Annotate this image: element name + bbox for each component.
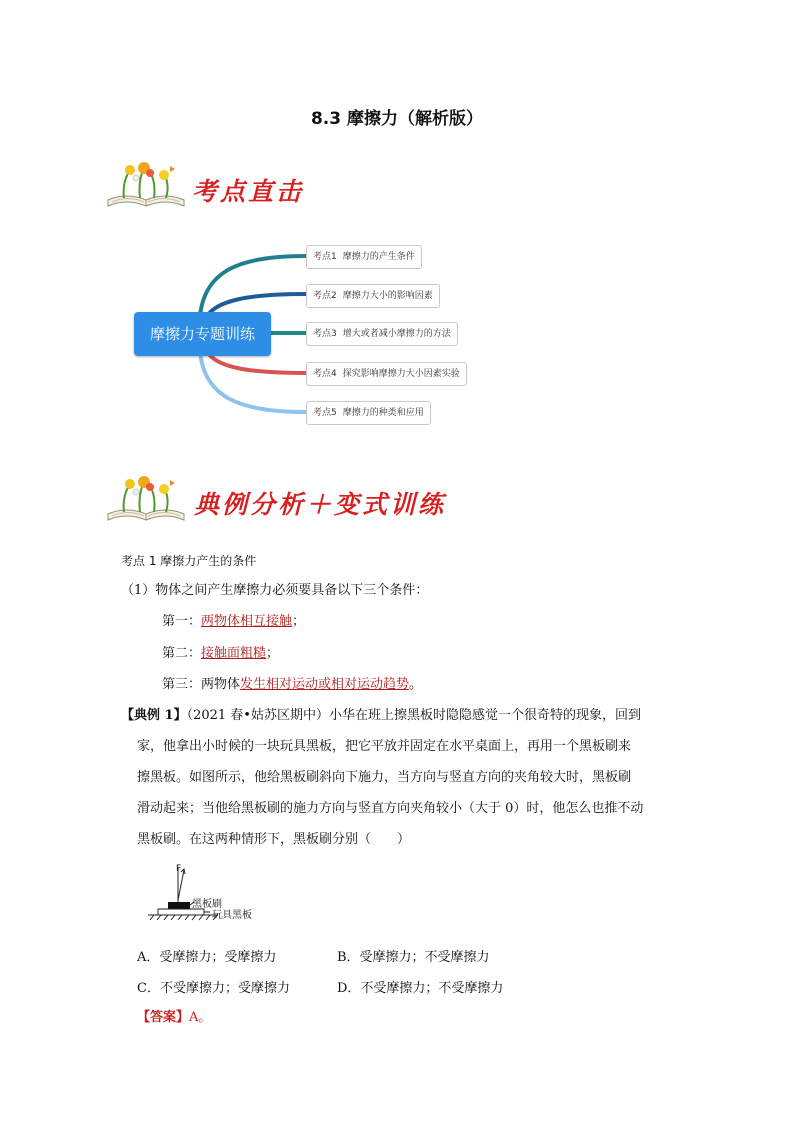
condition-key: 发生相对运动或相对运动趋势: [240, 677, 410, 692]
mindmap-node-key: 考点3: [313, 329, 337, 339]
mindmap-node-text: 摩擦力大小的影响因素: [342, 291, 433, 301]
condition-prefix: 第一：: [162, 614, 202, 629]
example-text: （2021 春•姑苏区期中）小华在班上擦黑板时隐隐感觉一个很奇特的现象，回到: [186, 708, 641, 723]
example-line-4: 滑动起来；当他给黑板刷的施力方向与竖直方向夹角较小（大于 0）时，他怎么也推不动: [137, 801, 644, 816]
figure-board-label: 玩具黑板: [212, 910, 252, 921]
condition-key: 两物体相互接触: [201, 614, 293, 629]
mindmap-node-2: [306, 284, 440, 308]
answer-value: A。: [189, 1010, 212, 1025]
mindmap-center: 摩擦力专题训练: [134, 312, 271, 356]
mindmap-node-text: 摩擦力的种类和应用: [342, 408, 424, 418]
example-line-3: 擦黑板。如图所示，他给黑板刷斜向下施力，当方向与竖直方向的夹角较大时，黑板刷: [137, 770, 632, 785]
figure-brush-label: 黑板刷: [192, 899, 222, 910]
banner-heading-key-points: 考点直击: [192, 177, 305, 206]
book-flowers-illustration: [104, 474, 188, 524]
banner-heading-examples: 典例分析＋变式训练: [194, 490, 447, 519]
example-line-2: 家，他拿出小时候的一块玩具黑板，把它平放并固定在水平桌面上，再用一个黑板刷来: [137, 739, 632, 754]
figure-force-label: F: [176, 864, 182, 874]
option-a: A．受摩擦力；受摩擦力: [137, 950, 277, 965]
condition-3: [162, 675, 422, 695]
condition-prefix: 第三：两物体: [162, 677, 241, 692]
condition-1: [162, 612, 305, 632]
answer-line: [137, 1008, 211, 1028]
section-intro: （1）物体之间产生摩擦力必须要具备以下三个条件：: [121, 583, 429, 598]
mindmap-node-3: [306, 322, 458, 346]
option-d: D．不受摩擦力；不受摩擦力: [337, 981, 504, 996]
option-b: B．受摩擦力；不受摩擦力: [337, 950, 490, 965]
mindmap-node-key: 考点5: [313, 408, 337, 418]
mindmap-node-4: [306, 362, 467, 386]
condition-prefix: 第二：: [162, 646, 202, 661]
answer-label: 【答案】: [137, 1010, 190, 1025]
mindmap-node-key: 考点4: [313, 369, 337, 379]
condition-2: [162, 644, 279, 664]
example-line-1: [121, 706, 641, 726]
example-label: 【典例 1】: [121, 708, 187, 723]
mindmap-node-text: 探究影响摩擦力大小因素实验: [342, 369, 460, 379]
condition-key: 接触面粗糙: [201, 646, 267, 661]
section-heading: 考点 1 摩擦力产生的条件: [121, 554, 257, 568]
mindmap-node-key: 考点1: [313, 252, 337, 262]
mindmap-node-5: [306, 401, 431, 425]
option-c: C．不受摩擦力；受摩擦力: [137, 981, 290, 996]
mindmap-node-1: [306, 245, 422, 269]
condition-suffix: ；: [292, 614, 306, 629]
page-title: 8.3 摩擦力（解析版）: [310, 109, 484, 129]
mindmap-node-key: 考点2: [313, 291, 337, 301]
mindmap-node-text: 摩擦力的产生条件: [342, 252, 415, 262]
example-line-5: 黑板刷。在这两种情形下，黑板刷分别（ ）: [137, 832, 411, 847]
mindmap-node-text: 增大或者减小摩擦力的方法: [342, 329, 451, 339]
condition-suffix: 。: [409, 677, 423, 692]
condition-suffix: ；: [266, 646, 280, 661]
